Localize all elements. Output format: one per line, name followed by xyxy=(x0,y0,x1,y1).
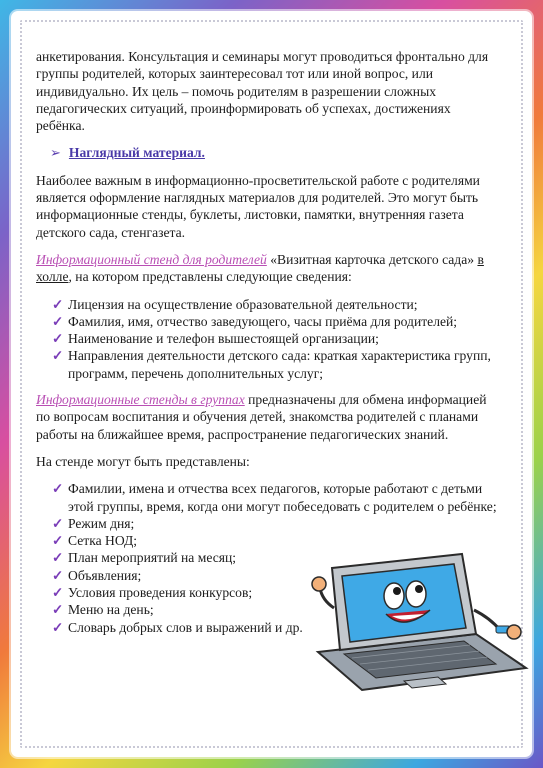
check-icon: ✓ xyxy=(52,602,64,618)
stand-hall-title: Информационный стенд для родителей xyxy=(36,251,267,267)
stand-hall-location: в холле xyxy=(36,251,484,285)
check-icon: ✓ xyxy=(52,533,64,549)
paragraph-stand-contents: На стенде могут быть представлены: xyxy=(36,453,250,469)
section-heading-label: Наглядный материал. xyxy=(68,145,205,161)
list-item: ✓ Меню на день; xyxy=(52,602,154,618)
check-icon: ✓ xyxy=(52,585,64,601)
stand-hall-text2: , на котором представлены следующие сведения: xyxy=(68,269,352,285)
list-item: ✓ Фамилии, имена и отчества всех педагогов, которые работают с детьми этой группы, время, когда они могут побеседовать с родителем о ребёнке; xyxy=(52,481,497,514)
paragraph-group-stands xyxy=(36,391,498,443)
check-icon: ✓ xyxy=(52,550,64,566)
list-item: ✓ Фамилия, имя, отчество заведующего, часы приёма для родителей; xyxy=(52,313,458,329)
list-item: ✓ Наименование и телефон вышестоящей организации; xyxy=(52,331,379,347)
section-heading xyxy=(50,144,498,161)
list-item: ✓ Лицензия на осуществление образовательной деятельности; xyxy=(52,296,418,312)
laptop-mascot-icon xyxy=(304,548,532,698)
check-icon: ✓ xyxy=(52,348,64,364)
list-item: ✓ Словарь добрых слов и выражений и др. xyxy=(52,619,303,635)
check-icon: ✓ xyxy=(52,515,64,531)
stand-hall-text1: «Визитная карточка детского сада» xyxy=(266,251,478,267)
check-icon: ✓ xyxy=(52,619,64,635)
arrow-bullet-icon: ➢ xyxy=(50,145,61,161)
list-item: ✓ Направления деятельности детского сада: краткая характеристика групп, программ, перечень дополнительных услуг; xyxy=(52,348,491,381)
group-stands-title: Информационные стенды в группах xyxy=(36,392,245,408)
hall-stand-list xyxy=(36,296,498,382)
check-icon: ✓ xyxy=(52,313,64,329)
paragraph-consultation: анкетирования. Консультация и семинары могут проводиться фронтально для группы родителей, которых заинтересовал тот или иной вопрос, или индивидуально. Их цель – помочь родителям в разрешении сложных педагогических ситуаций, проинформировать об успехах, достижениях ребёнка. xyxy=(36,49,489,134)
paragraph-visual-materials: Наиболее важным в информационно-просветительской работе с родителями является оформление наглядных материалов для родителей. Это могут быть информационные стенды, буклеты, листовки, памятки, внутренняя газета детского сада, стенгазета. xyxy=(36,172,480,240)
check-icon: ✓ xyxy=(52,481,64,497)
check-icon: ✓ xyxy=(52,331,64,347)
list-item: ✓ Объявления; xyxy=(52,567,142,583)
check-icon: ✓ xyxy=(52,567,64,583)
list-item: ✓ План мероприятий на месяц; xyxy=(52,550,237,566)
group-stands-text: предназначены для обмена информацией по вопросам воспитания и обучения детей, знакомства родителей с планами работы на ближайшее время, распространение педагогических знаний. xyxy=(36,392,487,442)
list-item: ✓ Сетка НОД; xyxy=(52,533,138,549)
check-icon: ✓ xyxy=(52,296,64,312)
list-item: ✓ Режим дня; xyxy=(52,515,135,531)
list-item: ✓ Условия проведения конкурсов; xyxy=(52,585,253,601)
paragraph-stand-hall xyxy=(36,251,498,286)
